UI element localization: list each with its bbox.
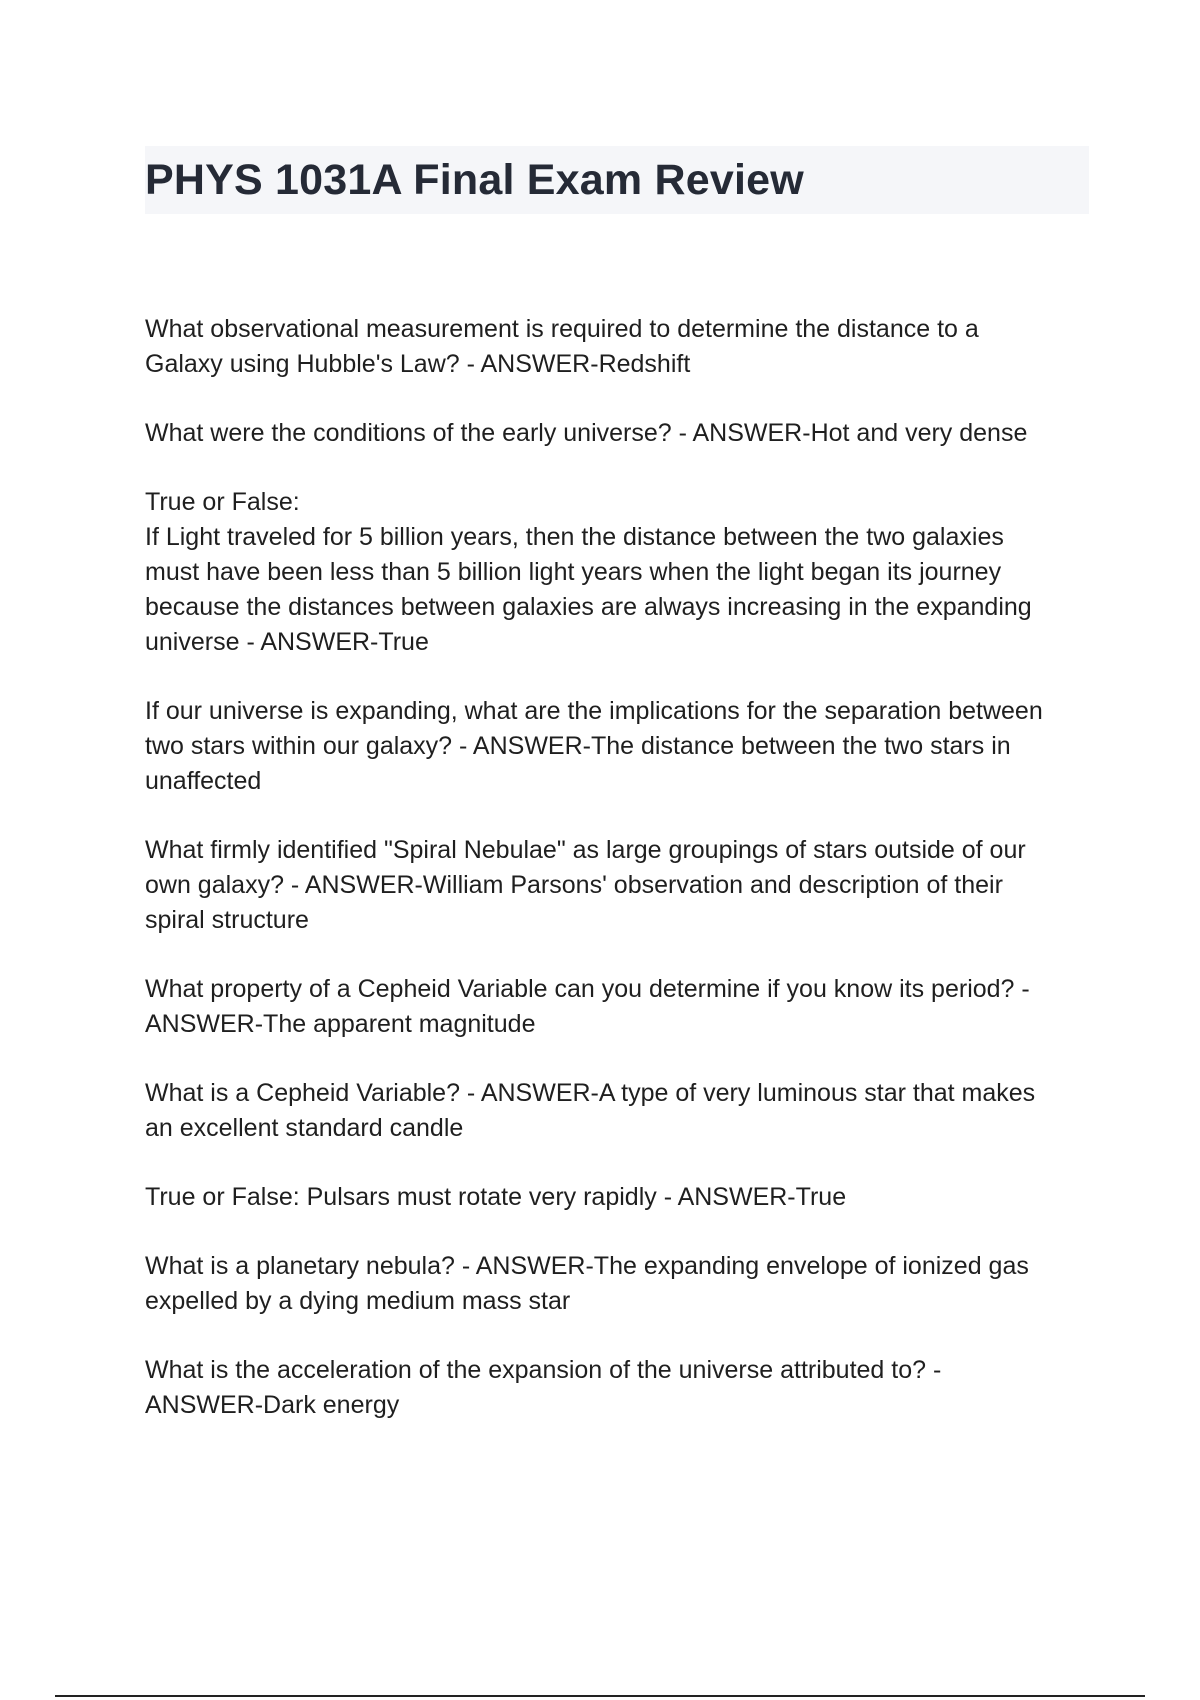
qa-item: What is the acceleration of the expansion of the universe attributed to? - ANSWER-Dark energy	[145, 1356, 942, 1419]
qa-item: True or False: Pulsars must rotate very rapidly - ANSWER-True	[145, 1183, 847, 1211]
qa-item: What is a planetary nebula? - ANSWER-The expanding envelope of ionized gas expelled by a dying medium mass star	[145, 1252, 1029, 1315]
qa-list	[145, 312, 1095, 1457]
qa-item: What property of a Cepheid Variable can you determine if you know its period? - ANSWER-The apparent magnitude	[145, 975, 1030, 1038]
page-title: PHYS 1031A Final Exam Review	[145, 156, 804, 204]
qa-item: What were the conditions of the early universe? - ANSWER-Hot and very dense	[145, 419, 1028, 447]
qa-item: If our universe is expanding, what are the implications for the separation between two stars within our galaxy? - ANSWER-The distance between the two stars in unaffected	[145, 697, 1043, 795]
qa-item: What is a Cepheid Variable? - ANSWER-A type of very luminous star that makes an excellent standard candle	[145, 1079, 1036, 1142]
footer-divider	[55, 1695, 1145, 1697]
qa-item: What observational measurement is required to determine the distance to a Galaxy using Hubble's Law? - ANSWER-Redshift	[145, 315, 979, 378]
qa-item: True or False: If Light traveled for 5 billion years, then the distance between the two galaxies must have been less than 5 billion light years when the light began its journey because the distances between galaxies are always increasing in the expanding universe - ANSWER-True	[145, 488, 1032, 656]
qa-item: What firmly identified "Spiral Nebulae" as large groupings of stars outside of our own galaxy? - ANSWER-William Parsons' observation and description of their spiral structure	[145, 836, 1026, 934]
